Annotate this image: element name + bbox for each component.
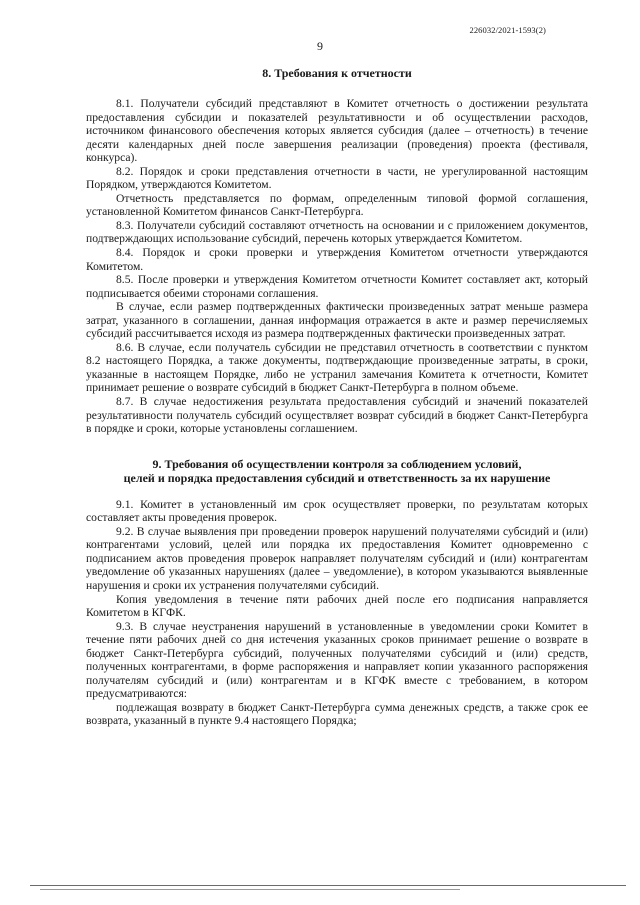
section-9-heading-line-1: 9. Требования об осуществлении контроля за соблюдением условий, <box>152 456 522 471</box>
paragraph-8-5-costs: В случае, если размер подтвержденных фактически произведенных затрат меньше размера затрат, указанного в соглашении, данная информация отражается в акте и размер перечисляемых субсидий рассчитывается исходя из размера подтвержденных фактически произведенных затрат. <box>86 300 588 341</box>
paragraph-8-5: 8.5. После проверки и утверждения Комитетом отчетности Комитет составляет акт, который подписывается обеими сторонами соглашения. <box>86 273 588 300</box>
paragraph-9-2-copy: Копия уведомления в течение пяти рабочих дней после его подписания направляется Комитетом в КГФК. <box>86 592 588 620</box>
paragraph-8-3: 8.3. Получатели субсидий составляют отчетность на основании и с приложением документов, подтверждающих использование субсидий, перечень которых утверждается Комитетом. <box>86 218 588 246</box>
paragraph-8-2-forms: Отчетность представляется по формам, определенным типовой формой соглашения, установленной Комитетом финансов Санкт-Петербурга. <box>86 191 588 219</box>
scan-bottom-edge <box>30 885 626 886</box>
page-number: 9 <box>317 39 323 53</box>
section-9-heading <box>86 457 588 485</box>
paragraph-8-4: 8.4. Порядок и сроки проверки и утверждения Комитетом отчетности утверждаются Комитетом. <box>86 246 588 273</box>
document-number: 226032/2021-1593(2) <box>469 25 546 35</box>
paragraph-9-2: 9.2. В случае выявления при проведении проверок нарушений получателями субсидий и (или) контрагентами условий, целей или порядка их предоставления Комитет одновременно с подписанием актов проведения проверок направляет получателям субсидий и (или) контрагентам уведомление об указанных нарушениях (далее – уведомление), в котором указываются выявленные нарушения и сроки их устранения получателями субсидий. <box>86 524 588 592</box>
scan-bottom-edge-shadow <box>40 889 460 890</box>
document-body <box>86 66 588 728</box>
paragraph-9-3-item: подлежащая возврату в бюджет Санкт-Петербурга сумма денежных средств, а также срок ее возврата, указанный в пункте 9.4 настоящего Порядка; <box>86 700 588 728</box>
paragraph-9-3: 9.3. В случае неустранения нарушений в установленные в уведомлении сроки Комитет в течение пяти рабочих дней со дня истечения указанных сроков принимает решение о возврате в бюджет Санкт-Петербурга субсидий, полученных получателями субсидий и (или) средств, полученных контрагентами, в форме распоряжения и направляет копии указанного распоряжения получателям субсидий и (или) контрагентам и в КГФК вместе с требованием, в котором предусматриваются: <box>86 619 588 701</box>
paragraph-8-6: 8.6. В случае, если получатель субсидии не представил отчетность в соответствии с пунктом 8.2 настоящего Порядка, а также документы, подтверждающие произведенные затраты, в сроки, указанные в настоящем Порядке, либо не устранил замечания Комитета к отчетности, Комитет принимает решение о возврате субсидий в бюджет Санкт-Петербурга в полном объеме. <box>86 340 588 395</box>
paragraph-8-2: 8.2. Порядок и сроки представления отчетности в части, не урегулированной настоящим Порядком, утверждаются Комитетом. <box>86 164 588 192</box>
paragraph-8-1: 8.1. Получатели субсидий представляют в Комитет отчетность о достижении результата предоставления субсидии и показателей результативности и об осуществлении расходов, источником финансового обеспечения которых является субсидия (далее – отчетность) в течение десяти календарных дней после завершения реализации (проведения) проекта (фестиваля, конкурса). <box>86 97 588 165</box>
paragraph-8-7: 8.7. В случае недостижения результата предоставления субсидий и значений показателей результативности получатель субсидий осуществляет возврат субсидий в бюджет Санкт-Петербурга в порядке и сроки, которые установлены соглашением. <box>86 395 588 436</box>
paragraph-9-1: 9.1. Комитет в установленный им срок осуществляет проверки, по результатам которых составляет акты проведения проверок. <box>86 497 588 525</box>
section-9-heading-line-2: целей и порядка предоставления субсидий и ответственность за их нарушение <box>123 470 551 485</box>
section-8-heading: 8. Требования к отчетности <box>262 66 412 80</box>
